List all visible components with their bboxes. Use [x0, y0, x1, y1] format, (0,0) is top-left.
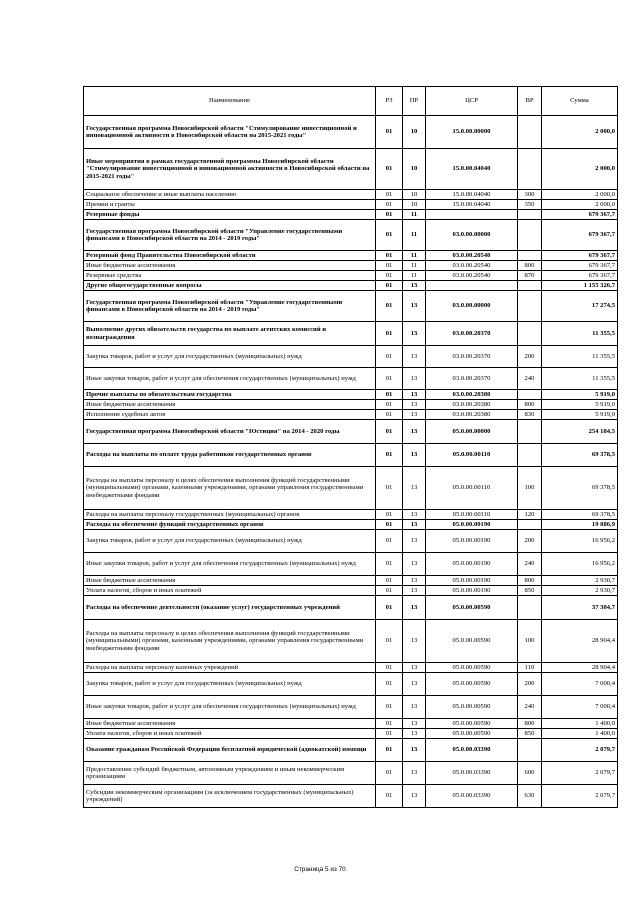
header-pr: ПР [403, 87, 426, 116]
cell-pr: 13 [403, 530, 426, 553]
table-row [84, 251, 618, 261]
cell-vr: 200 [518, 530, 542, 553]
cell-vr [518, 420, 542, 444]
cell-csr: 03.0.00.20380 [426, 400, 518, 410]
table-row [84, 368, 618, 390]
table-row [84, 520, 618, 530]
cell-name: Расходы на выплаты персоналу казенных учреждений [84, 663, 376, 673]
cell-pr: 10 [403, 149, 426, 190]
table-row [84, 400, 618, 410]
cell-pr: 13 [403, 762, 426, 785]
table-row [84, 530, 618, 553]
cell-rz: 01 [376, 576, 403, 586]
cell-sum: 5 919,0 [542, 400, 618, 410]
cell-sum: 16 956,2 [542, 530, 618, 553]
table-row [84, 586, 618, 596]
cell-csr: 15.0.00.04040 [426, 190, 518, 200]
cell-sum: 28 904,4 [542, 620, 618, 663]
table-row [84, 200, 618, 210]
cell-rz: 01 [376, 620, 403, 663]
cell-pr: 11 [403, 220, 426, 251]
cell-sum: 1 155 326,7 [542, 281, 618, 291]
cell-csr: 03.0.00.20370 [426, 368, 518, 390]
cell-name: Резервные фонды [84, 210, 376, 220]
table-row [84, 553, 618, 576]
cell-sum: 679 367,7 [542, 220, 618, 251]
cell-pr: 10 [403, 190, 426, 200]
cell-sum: 69 378,5 [542, 444, 618, 467]
cell-csr: 05.0.00.00000 [426, 420, 518, 444]
cell-rz: 01 [376, 444, 403, 467]
cell-vr [518, 739, 542, 762]
cell-csr: 03.0.00.00000 [426, 220, 518, 251]
cell-pr: 13 [403, 596, 426, 620]
cell-name: Премии и гранты [84, 200, 376, 210]
cell-csr: 03.0.00.00000 [426, 291, 518, 322]
cell-sum: 5 919,0 [542, 390, 618, 400]
cell-rz: 01 [376, 663, 403, 673]
cell-rz: 01 [376, 586, 403, 596]
cell-name: Резервные средства [84, 271, 376, 281]
cell-vr: 850 [518, 586, 542, 596]
cell-sum: 2 000,0 [542, 200, 618, 210]
cell-name: Иные мероприятия в рамках государственной программы Новосибирской области "Стимулирование инвестиционной и инновационной активности в Новосибирской области на 2015-2021 годы" [84, 149, 376, 190]
cell-pr: 13 [403, 553, 426, 576]
cell-sum: 679 367,7 [542, 271, 618, 281]
table-row [84, 322, 618, 346]
cell-pr: 13 [403, 346, 426, 368]
cell-name: Расходы на обеспечение функций государственных органов [84, 520, 376, 530]
cell-pr: 13 [403, 420, 426, 444]
cell-rz: 01 [376, 210, 403, 220]
table-row [84, 149, 618, 190]
cell-rz: 01 [376, 520, 403, 530]
cell-pr: 13 [403, 281, 426, 291]
cell-rz: 01 [376, 785, 403, 808]
budget-table [83, 86, 618, 808]
table-row [84, 510, 618, 520]
table-row [84, 116, 618, 149]
budget-table-container [83, 86, 617, 808]
cell-vr [518, 116, 542, 149]
header-sum: Сумма [542, 87, 618, 116]
cell-sum: 11 355,5 [542, 346, 618, 368]
cell-vr: 200 [518, 673, 542, 696]
cell-vr [518, 444, 542, 467]
cell-pr: 11 [403, 210, 426, 220]
cell-name: Расходы на обеспечение деятельности (оказание услуг) государственных учреждений [84, 596, 376, 620]
cell-rz: 01 [376, 346, 403, 368]
table-row [84, 420, 618, 444]
table-row [84, 281, 618, 291]
cell-rz: 01 [376, 762, 403, 785]
cell-csr: 05.0.00.00110 [426, 444, 518, 467]
table-row [84, 785, 618, 808]
cell-vr [518, 281, 542, 291]
page-number: Страница 5 из 70 [294, 866, 346, 873]
cell-sum: 19 886,9 [542, 520, 618, 530]
cell-csr: 05.0.00.00590 [426, 729, 518, 739]
cell-csr: 15.0.00.04040 [426, 149, 518, 190]
cell-rz: 01 [376, 467, 403, 510]
header-rz: РЗ [376, 87, 403, 116]
cell-vr [518, 520, 542, 530]
table-body [84, 116, 618, 808]
cell-sum: 17 274,5 [542, 291, 618, 322]
cell-rz: 01 [376, 410, 403, 420]
cell-name: Закупка товаров, работ и услуг для государственных (муниципальных) нужд [84, 673, 376, 696]
cell-sum: 2 079,7 [542, 762, 618, 785]
table-row [84, 220, 618, 251]
cell-csr: 15.0.00.00000 [426, 116, 518, 149]
cell-vr: 800 [518, 400, 542, 410]
cell-vr: 240 [518, 368, 542, 390]
cell-vr: 100 [518, 467, 542, 510]
cell-rz: 01 [376, 719, 403, 729]
cell-sum: 1 400,0 [542, 729, 618, 739]
cell-name: Государственная программа Новосибирской области "Стимулирование инвестиционной и инновационной активности в Новосибирской области на 2015-2021 годы" [84, 116, 376, 149]
cell-sum: 2 000,0 [542, 190, 618, 200]
cell-sum: 5 919,0 [542, 410, 618, 420]
table-row [84, 673, 618, 696]
cell-csr: 05.0.00.00190 [426, 520, 518, 530]
cell-pr: 13 [403, 586, 426, 596]
table-row [84, 346, 618, 368]
cell-sum: 254 184,5 [542, 420, 618, 444]
cell-name: Исполнение судебных актов [84, 410, 376, 420]
header-vr: ВР [518, 87, 542, 116]
cell-csr: 05.0.00.00590 [426, 673, 518, 696]
cell-pr: 13 [403, 467, 426, 510]
cell-csr: 05.0.00.00190 [426, 530, 518, 553]
cell-pr: 10 [403, 116, 426, 149]
cell-pr: 13 [403, 291, 426, 322]
cell-csr: 03.0.00.20380 [426, 410, 518, 420]
cell-vr: 100 [518, 620, 542, 663]
cell-csr: 03.0.00.20540 [426, 261, 518, 271]
cell-sum: 679 367,7 [542, 251, 618, 261]
cell-csr: 05.0.00.00110 [426, 510, 518, 520]
cell-vr: 240 [518, 553, 542, 576]
cell-name: Иные бюджетные ассигнования [84, 719, 376, 729]
cell-rz: 01 [376, 261, 403, 271]
cell-vr [518, 390, 542, 400]
cell-name: Иные закупки товаров, работ и услуг для обеспечения государственных (муниципальных) нужд [84, 368, 376, 390]
header-name: Наименование [84, 87, 376, 116]
cell-rz: 01 [376, 729, 403, 739]
cell-pr: 13 [403, 696, 426, 719]
cell-pr: 13 [403, 719, 426, 729]
cell-rz: 01 [376, 596, 403, 620]
cell-pr: 13 [403, 739, 426, 762]
cell-rz: 01 [376, 420, 403, 444]
cell-name: Предоставление субсидий бюджетным, автономным учреждениям и иным некоммерческим организациям [84, 762, 376, 785]
cell-rz: 01 [376, 220, 403, 251]
cell-pr: 13 [403, 510, 426, 520]
cell-csr: 03.0.00.20540 [426, 271, 518, 281]
table-row [84, 596, 618, 620]
cell-sum: 7 000,4 [542, 673, 618, 696]
cell-sum: 16 956,2 [542, 553, 618, 576]
cell-vr: 830 [518, 410, 542, 420]
cell-pr: 13 [403, 410, 426, 420]
cell-pr: 13 [403, 663, 426, 673]
cell-csr: 05.0.00.00590 [426, 620, 518, 663]
cell-name: Уплата налогов, сборов и иных платежей [84, 729, 376, 739]
cell-sum: 2 079,7 [542, 785, 618, 808]
cell-name: Государственная программа Новосибирской области "Управление государственными финансами в Новосибирской области на 2014 - 2019 годы" [84, 291, 376, 322]
cell-rz: 01 [376, 291, 403, 322]
table-row [84, 261, 618, 271]
cell-name: Иные бюджетные ассигнования [84, 400, 376, 410]
cell-vr: 110 [518, 663, 542, 673]
cell-vr: 120 [518, 510, 542, 520]
cell-name: Расходы на выплаты персоналу государственных (муниципальных) органов [84, 510, 376, 520]
cell-vr: 800 [518, 719, 542, 729]
cell-vr: 850 [518, 729, 542, 739]
cell-sum: 2 930,7 [542, 586, 618, 596]
cell-name: Расходы на выплаты персоналу в целях обеспечения выполнения функций государственными (муниципальными) органами, казенными учреждениями, органами управления государственными внебюджетными фондами [84, 620, 376, 663]
cell-sum: 679 367,7 [542, 261, 618, 271]
cell-pr: 13 [403, 400, 426, 410]
header-csr: ЦСР [426, 87, 518, 116]
cell-pr: 13 [403, 390, 426, 400]
table-header-row [84, 87, 618, 116]
cell-pr: 13 [403, 729, 426, 739]
cell-csr [426, 281, 518, 291]
cell-vr [518, 251, 542, 261]
cell-rz: 01 [376, 530, 403, 553]
cell-pr: 11 [403, 271, 426, 281]
cell-csr: 05.0.00.03390 [426, 762, 518, 785]
cell-csr: 05.0.00.00590 [426, 663, 518, 673]
cell-vr: 240 [518, 696, 542, 719]
cell-vr [518, 322, 542, 346]
cell-sum: 2 930,7 [542, 576, 618, 586]
cell-pr: 11 [403, 251, 426, 261]
cell-csr: 05.0.00.03390 [426, 785, 518, 808]
cell-sum: 2 079,7 [542, 739, 618, 762]
cell-name: Государственная программа Новосибирской области "Управление государственными финансами в Новосибирской области на 2014 - 2019 годы" [84, 220, 376, 251]
table-row [84, 410, 618, 420]
cell-name: Социальное обеспечение и иные выплаты населению [84, 190, 376, 200]
cell-csr: 05.0.00.00190 [426, 586, 518, 596]
cell-pr: 13 [403, 673, 426, 696]
table-row [84, 291, 618, 322]
cell-rz: 01 [376, 696, 403, 719]
table-row [84, 271, 618, 281]
cell-rz: 01 [376, 553, 403, 576]
cell-pr: 13 [403, 785, 426, 808]
cell-csr: 05.0.00.00590 [426, 696, 518, 719]
cell-vr: 600 [518, 762, 542, 785]
cell-name: Иные закупки товаров, работ и услуг для обеспечения государственных (муниципальных) нужд [84, 553, 376, 576]
cell-pr: 10 [403, 200, 426, 210]
table-row [84, 390, 618, 400]
cell-vr [518, 220, 542, 251]
cell-csr: 03.0.00.20370 [426, 346, 518, 368]
cell-name: Другие общегосударственные вопросы [84, 281, 376, 291]
cell-vr [518, 210, 542, 220]
cell-name: Иные бюджетные ассигнования [84, 261, 376, 271]
cell-sum: 69 378,5 [542, 510, 618, 520]
cell-name: Расходы на выплаты персоналу в целях обеспечения выполнения функций государственными (муниципальными) органами, казенными учреждениями, органами управления государственными внебюджетными фондами [84, 467, 376, 510]
cell-rz: 01 [376, 739, 403, 762]
cell-sum: 37 304,7 [542, 596, 618, 620]
cell-name: Уплата налогов, сборов и иных платежей [84, 586, 376, 596]
cell-pr: 13 [403, 368, 426, 390]
cell-vr: 800 [518, 261, 542, 271]
cell-name: Расходы на выплаты по оплате труда работников государственных органов [84, 444, 376, 467]
cell-sum: 679 367,7 [542, 210, 618, 220]
cell-sum: 1 400,0 [542, 719, 618, 729]
cell-vr: 200 [518, 346, 542, 368]
cell-name: Прочие выплаты по обязательствам государства [84, 390, 376, 400]
cell-rz: 01 [376, 400, 403, 410]
cell-csr: 03.0.00.20370 [426, 322, 518, 346]
cell-pr: 11 [403, 261, 426, 271]
table-row [84, 467, 618, 510]
cell-csr: 05.0.00.00110 [426, 467, 518, 510]
table-row [84, 444, 618, 467]
cell-sum: 11 355,5 [542, 322, 618, 346]
cell-pr: 13 [403, 620, 426, 663]
cell-name: Резервный фонд Правительства Новосибирской области [84, 251, 376, 261]
cell-sum: 11 355,5 [542, 368, 618, 390]
cell-name: Иные бюджетные ассигнования [84, 576, 376, 586]
cell-rz: 01 [376, 116, 403, 149]
cell-csr: 05.0.00.00190 [426, 576, 518, 586]
cell-vr [518, 291, 542, 322]
cell-csr: 05.0.00.03390 [426, 739, 518, 762]
table-row [84, 762, 618, 785]
cell-rz: 01 [376, 322, 403, 346]
cell-csr: 15.0.00.04040 [426, 200, 518, 210]
cell-rz: 01 [376, 390, 403, 400]
cell-sum: 69 378,5 [542, 467, 618, 510]
cell-rz: 01 [376, 200, 403, 210]
cell-rz: 01 [376, 368, 403, 390]
cell-csr: 03.0.00.20540 [426, 251, 518, 261]
cell-sum: 7 000,4 [542, 696, 618, 719]
cell-name: Иные закупки товаров, работ и услуг для обеспечения государственных (муниципальных) нужд [84, 696, 376, 719]
cell-vr: 630 [518, 785, 542, 808]
table-row [84, 729, 618, 739]
cell-csr: 03.0.00.20380 [426, 390, 518, 400]
table-row [84, 719, 618, 729]
table-row [84, 190, 618, 200]
cell-vr [518, 149, 542, 190]
cell-csr: 05.0.00.00190 [426, 553, 518, 576]
cell-rz: 01 [376, 149, 403, 190]
table-row [84, 210, 618, 220]
cell-vr: 350 [518, 200, 542, 210]
cell-vr: 870 [518, 271, 542, 281]
cell-rz: 01 [376, 190, 403, 200]
table-row [84, 663, 618, 673]
cell-rz: 01 [376, 673, 403, 696]
cell-name: Закупка товаров, работ и услуг для государственных (муниципальных) нужд [84, 530, 376, 553]
cell-pr: 13 [403, 322, 426, 346]
cell-csr: 05.0.00.00590 [426, 719, 518, 729]
table-row [84, 696, 618, 719]
cell-rz: 01 [376, 251, 403, 261]
cell-vr: 800 [518, 576, 542, 586]
cell-name: Государственная программа Новосибирской области "Юстиция" на 2014 - 2020 годы [84, 420, 376, 444]
cell-vr [518, 596, 542, 620]
cell-csr [426, 210, 518, 220]
cell-name: Оказание гражданам Российской Федерации бесплатной юридической (адвокатской) помощи [84, 739, 376, 762]
cell-pr: 13 [403, 520, 426, 530]
cell-name: Субсидии некоммерческим организациям (за исключением государственных (муниципальных) учреждений) [84, 785, 376, 808]
cell-pr: 13 [403, 444, 426, 467]
cell-rz: 01 [376, 510, 403, 520]
cell-name: Закупка товаров, работ и услуг для государственных (муниципальных) нужд [84, 346, 376, 368]
cell-name: Выполнение других обязательств государства по выплате агентских комиссий и вознаграждения [84, 322, 376, 346]
table-row [84, 576, 618, 586]
table-row [84, 739, 618, 762]
cell-vr: 300 [518, 190, 542, 200]
cell-sum: 28 904,4 [542, 663, 618, 673]
cell-rz: 01 [376, 281, 403, 291]
cell-sum: 2 000,0 [542, 116, 618, 149]
cell-sum: 2 000,0 [542, 149, 618, 190]
cell-pr: 13 [403, 576, 426, 586]
table-row [84, 620, 618, 663]
cell-rz: 01 [376, 271, 403, 281]
cell-csr: 05.0.00.00590 [426, 596, 518, 620]
